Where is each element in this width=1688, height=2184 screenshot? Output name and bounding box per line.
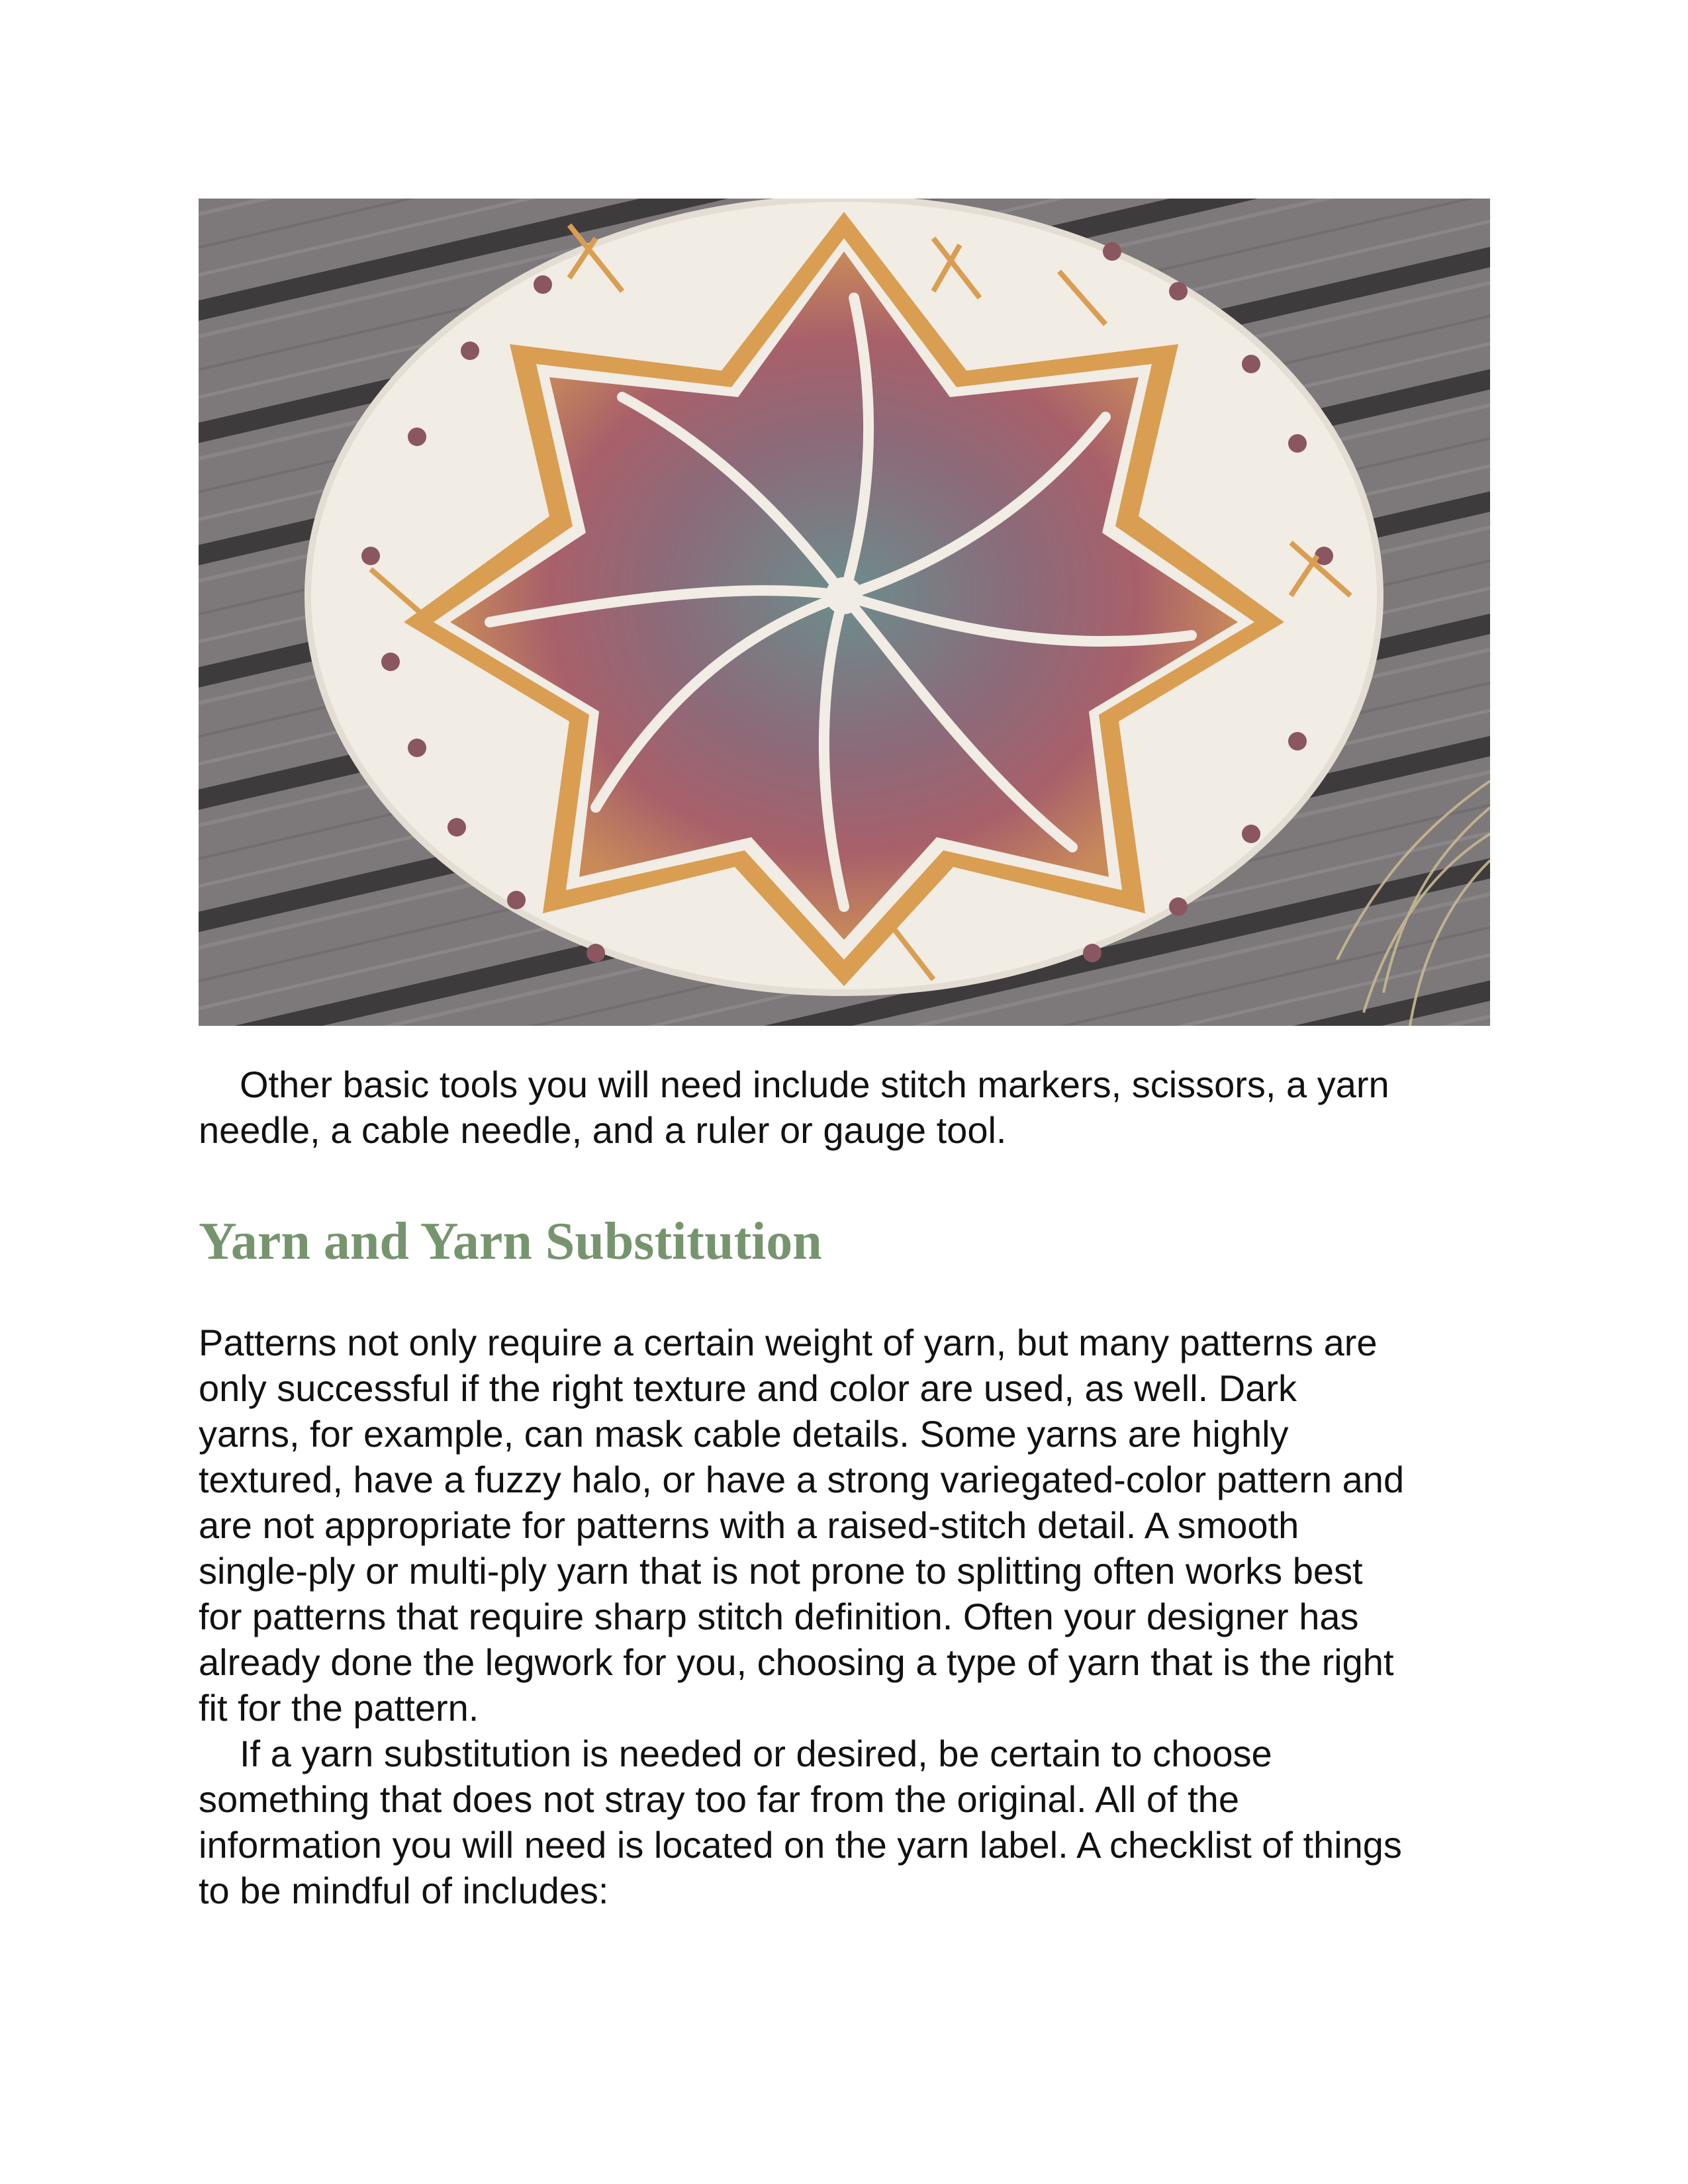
yarn-paragraph: Patterns not only require a certain weight of yarn, but many patterns are only successful if the right texture and color are used, as well. Dark yarns, for example, can mask cable details. Some yarns are highly textured, have a fuzzy halo, or have a strong variegated-color pattern and are not appropriate for patterns with a raised-stitch detail. A smooth single-ply or multi-ply yarn that is not prone to splitting often works best for patterns that require sharp stitch definition. Often your designer has already done the legwork for you, choosing a type of yarn that is the right fit for the pattern. [199,1322,1405,1729]
substitution-paragraph: If a yarn substitution is needed or desired, be certain to choose something that does not stray too far from the original. All of the information you will need is located on the yarn label. A checklist of things to be mindful of includes: [199,1733,1402,1911]
section-heading: Yarn and Yarn Substitution [199,1212,822,1271]
tools-paragraph: Other basic tools you will need include stitch markers, scissors, a yarn needle, a cable needle, and a ruler or gauge tool. [199,1064,1389,1151]
knitted-beret-photo [199,199,1490,1026]
knitted-beret-photo-icon [199,199,1490,1026]
